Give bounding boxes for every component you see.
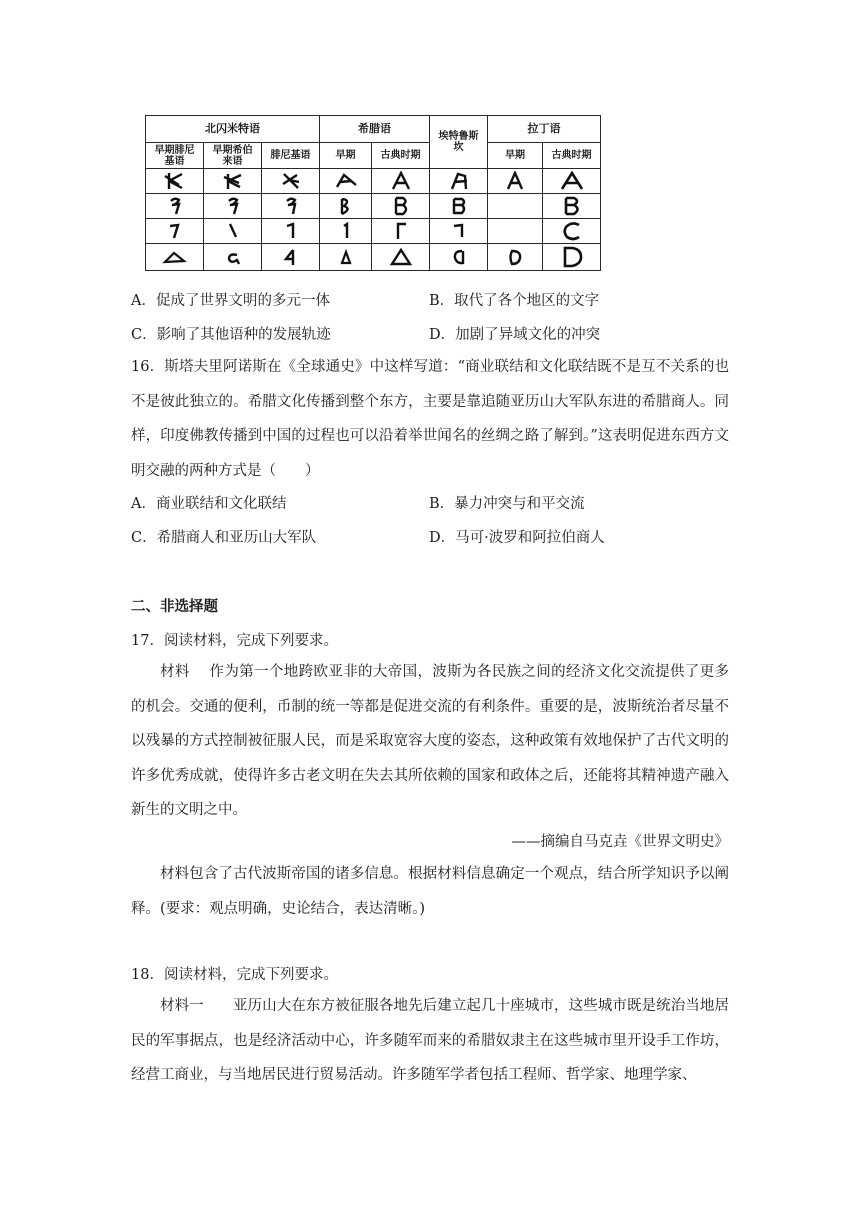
phoenician-gimel-2-glyph [279,221,303,241]
subheader-text: 早期腓尼基语 [154,144,195,167]
etruscan-delta-glyph [447,247,471,267]
q17-source: ——摘编自马克垚《世界文明史》 [511,834,729,850]
glyph-cell [262,244,320,271]
subheader-latin-classical: 古典时期 [543,143,601,169]
glyph-cell [430,219,488,244]
q15-option-c: C．影响了其他语种的发展轨迹 [131,327,331,343]
glyph-cell [320,219,372,244]
subheader-phoenician: 腓尼基语 [262,143,320,169]
section-title: 二、非选择题 [131,599,218,615]
glyph-cell [488,219,543,244]
etruscan-alpha-glyph [447,171,471,191]
header-north-semitic: 北闪米特语 [146,116,320,143]
latin-classical-d-glyph [559,246,585,268]
q15-option-d: D．加剧了异域文化的冲突 [429,327,601,343]
phoenician-beth-2-glyph [279,196,303,216]
header-etruscan-text: 埃特鲁斯坎 [438,131,479,153]
glyph-cell [320,244,372,271]
glyph-cell [146,219,204,244]
glyph-cell [146,194,204,219]
glyph-cell [262,194,320,219]
greek-classical-delta-glyph [388,247,414,267]
hebrew-daleth-glyph [221,247,245,267]
phoenician-gimel-glyph [163,221,187,241]
latin-classical-c-glyph [559,221,585,241]
etruscan-gamma-glyph [447,221,471,241]
greek-early-alpha-glyph [334,171,358,191]
glyph-cell [146,169,204,194]
subheader-text: 早期希伯来语 [212,144,253,167]
latin-classical-a-glyph [559,171,585,191]
greek-early-gamma-glyph [334,221,358,241]
glyph-cell [430,169,488,194]
glyph-cell [204,169,262,194]
q15-option-b: B．取代了各个地区的文字 [429,293,600,309]
phoenician-aleph-glyph [163,171,187,191]
alphabet-evolution-table [145,115,601,271]
q16-option-c: C．希腊商人和亚历山大军队 [131,530,317,546]
phoenician-daleth-glyph [162,247,188,267]
glyph-cell [262,219,320,244]
header-latin: 拉丁语 [488,116,601,143]
glyph-cell [430,194,488,219]
q18-stem: 18．阅读材料，完成下列要求。 [131,967,338,983]
q16-option-a: A．商业联结和文化联结 [131,496,287,512]
glyph-cell [543,169,601,194]
glyph-cell [543,194,601,219]
greek-early-beta-glyph [334,196,358,216]
glyph-cell [488,169,543,194]
subheader-early-hebrew [204,143,262,169]
glyph-cell [204,244,262,271]
glyph-cell [543,244,601,271]
subheader-greek-classical: 古典时期 [372,143,430,169]
subheader-greek-early: 早期 [320,143,372,169]
q17-question: 材料包含了古代波斯帝国的诸多信息。根据材料信息确定一个观点，结合所学知识予以阐释。(要求：观点明确，史论结合，表达清晰。) [131,866,729,917]
glyph-cell [204,194,262,219]
glyph-cell [488,194,543,219]
latin-classical-b-glyph [559,196,585,216]
phoenician-aleph-x-glyph [279,171,303,191]
subheader-latin-early: 早期 [488,143,543,169]
phoenician-beth-glyph [163,196,187,216]
hebrew-gimel-glyph [221,221,245,241]
greek-classical-beta-glyph [389,196,413,216]
glyph-cell [372,244,430,271]
glyph-cell [372,169,430,194]
latin-early-d-glyph [503,247,527,267]
glyph-cell [372,194,430,219]
glyph-cell [488,244,543,271]
q16-option-d: D．马可·波罗和阿拉伯商人 [429,530,605,546]
etruscan-beta-glyph [447,196,471,216]
q17-stem: 17．阅读材料，完成下列要求。 [131,633,338,649]
header-etruscan [430,116,488,169]
subheader-early-phoenician [146,143,204,169]
greek-classical-gamma-glyph [389,221,413,241]
glyph-cell [372,219,430,244]
greek-early-delta-glyph [334,247,358,267]
q18-material: 材料一 亚历山大在东方被征服各地先后建立起几十座城市，这些城市既是统治当地居民的军事据点，也是经济活动中心，许多随军而来的希腊奴隶主在这些城市里开设手工作坊，经营工商业，与当地居民进行贸易活动。许多随军学者包括工程师、哲学家、地理学家、 [131,998,729,1084]
glyph-cell [543,219,601,244]
hebrew-aleph-glyph [221,171,245,191]
q16-stem: 16．斯塔夫里阿诺斯在《全球通史》中这样写道：“商业联结和文化联结既不是互不关系的也不是彼此独立的。希腊文化传播到整个东方，主要是靠追随亚历山大军队东进的希腊商人。同样，印度佛教传播到中国的过程也可以沿着举世闻名的丝绸之路了解到。”这表明促进东西方文明交融的两种方式是（ ） [131,359,729,479]
glyph-cell [262,169,320,194]
greek-classical-alpha-glyph [389,171,413,191]
q17-material: 材料 作为第一个地跨欧亚非的大帝国，波斯为各民族之间的经济文化交流提供了更多的机会。交通的便利，币制的统一等都是促进交流的有利条件。重要的是，波斯统治者尽量不以残暴的方式控制被征服人民，而是采取宽容大度的姿态，这种政策有效地保护了古代文明的许多优秀成就，使得许多古老文明在失去其所依赖的国家和政体之后，还能将其精神遗产融入新生的文明之中。 [131,664,729,819]
glyph-cell [320,169,372,194]
q15-option-a: A．促成了世界文明的多元一体 [131,293,330,309]
header-greek: 希腊语 [320,116,430,143]
glyph-cell [320,194,372,219]
glyph-cell [430,244,488,271]
glyph-cell [146,244,204,271]
glyph-cell [204,219,262,244]
hebrew-beth-glyph [221,196,245,216]
q16-option-b: B．暴力冲突与和平交流 [429,496,585,512]
latin-early-a-glyph [503,171,527,191]
phoenician-daleth-2-glyph [279,247,303,267]
